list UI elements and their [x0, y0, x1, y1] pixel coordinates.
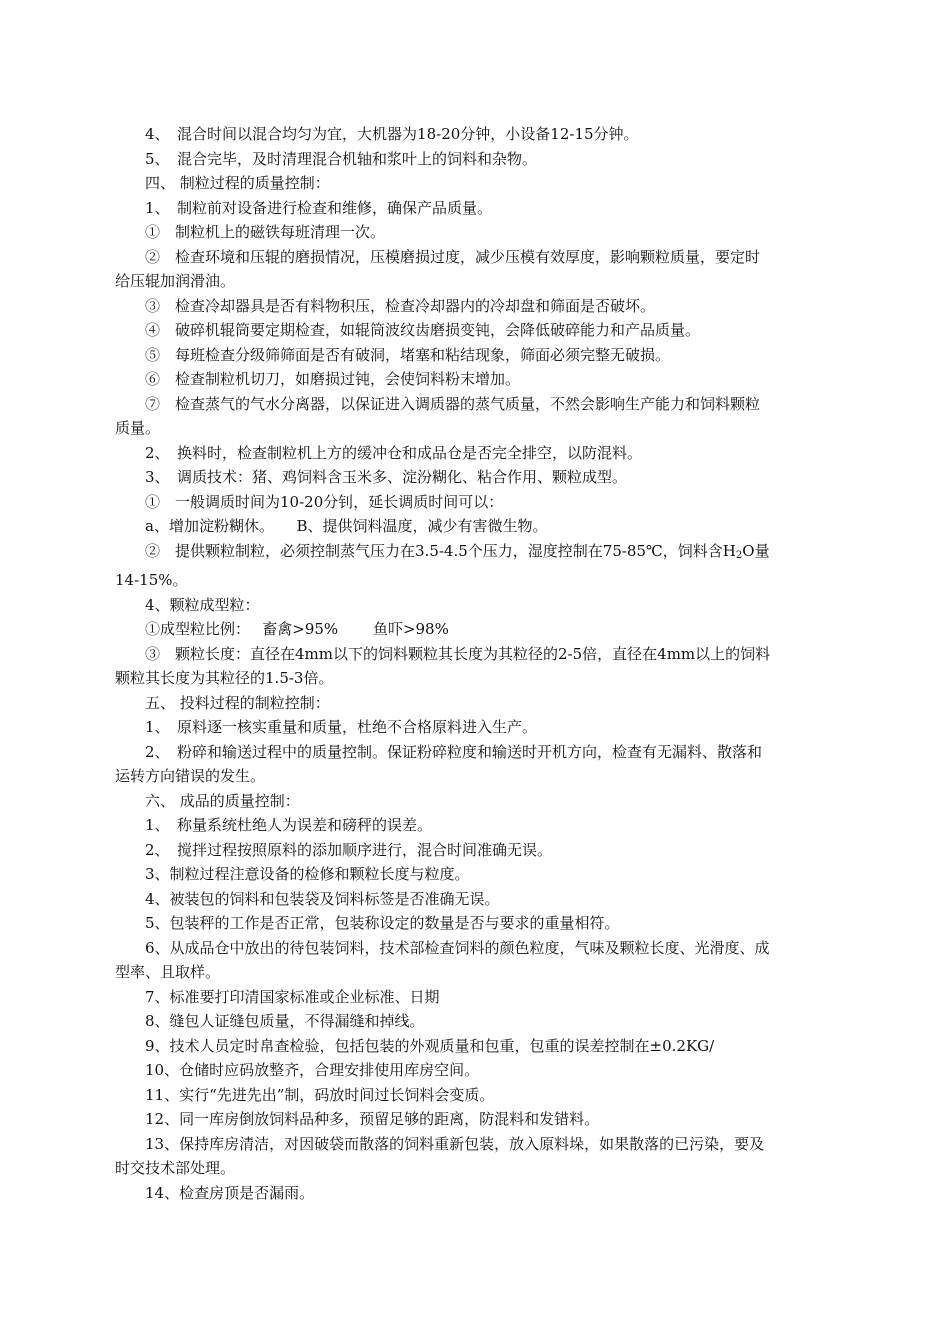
paragraph-l04	[145, 196, 850, 221]
paragraph-continuation: 14-15%。	[115, 571, 188, 589]
paragraph-l03	[145, 171, 850, 196]
paragraph-l36	[115, 1132, 850, 1181]
paragraph-l17	[145, 593, 850, 618]
paragraph-text: ③ 检查冷却器具是否有料物积压，检查冷却器内的冷却盘和筛面是否破坏。	[145, 296, 656, 315]
paragraph-text: 四、 制粒过程的质量控制：	[145, 174, 330, 192]
paragraph-text	[145, 539, 850, 569]
paragraph-text: 12、同一库房倒放饲料品种多，预留足够的距离，防混料和发错料。	[145, 1110, 600, 1128]
paragraph-l30	[145, 985, 850, 1010]
paragraph-l24	[145, 813, 850, 838]
paragraph-text-part: O量	[742, 541, 770, 560]
paragraph-text: 10、仓储时应码放整齐，合理安排使用库房空间。	[145, 1061, 480, 1079]
paragraph-text: ④ 破碎机辊筒要定期检查，如辊筒波纹齿磨损变钝，会降低破碎能力和产品质量。	[145, 321, 701, 339]
paragraph-l21	[145, 715, 850, 740]
paragraph-l12	[145, 441, 850, 466]
paragraph-l29	[115, 936, 850, 985]
paragraph-l32	[145, 1034, 850, 1059]
paragraph-text: 14、检查房顶是否漏雨。	[145, 1183, 315, 1202]
paragraph-continuation: 型率、且取样。	[115, 963, 221, 981]
subscript: 2	[735, 549, 743, 561]
paragraph-l27	[145, 887, 850, 912]
paragraph-text: 1、 原料逐一核实重量和质量，杜绝不合格原料进入生产。	[145, 718, 538, 736]
paragraph-text: ⑦ 检查蒸气的气水分离器，以保证进入调质器的蒸气质量，不然会影响生产能力和饲料颗粒	[145, 394, 761, 413]
paragraph-l19	[115, 642, 850, 691]
paragraph-text: 1、 制粒前对设备进行检查和维修，确保产品质量。	[145, 198, 493, 217]
paragraph-l23	[145, 789, 850, 814]
paragraph-text: a、增加淀粉糊休。 B、提供饲料温度，减少有害微生物。	[145, 517, 548, 535]
paragraph-text: 4、被装包的饲料和包装袋及饲料标签是否准确无误。	[145, 889, 500, 908]
paragraph-text: 9、技术人员定时帛查检验，包括包装的外观质量和包重，包重的误差控制在±0.2KG/	[145, 1036, 715, 1055]
paragraph-text: 六、 成品的质量控制：	[145, 791, 300, 810]
paragraph-l09	[145, 343, 850, 368]
paragraph-text: ⑤ 每班检查分级筛筛面是否有破洞，堵塞和粘结现象，筛面必须完整无破损。	[145, 345, 671, 364]
paragraph-l34	[145, 1083, 850, 1108]
paragraph-l35	[145, 1107, 850, 1132]
paragraph-continuation: 运转方向错误的发生。	[115, 767, 266, 785]
paragraph-text: 4、颗粒成型粒：	[145, 595, 260, 614]
paragraph-text: ⑥ 检查制粒机切刀，如磨损过钝，会使饲料粉末增加。	[145, 370, 521, 388]
paragraph-l25	[145, 838, 850, 863]
paragraph-continuation: 时交技术部处理。	[115, 1159, 236, 1177]
paragraph-l08	[145, 318, 850, 343]
paragraph-l14	[145, 490, 850, 515]
paragraph-l01	[145, 122, 850, 147]
paragraph-text: 1、 称量系统杜绝人为误差和磅秤的误差。	[145, 816, 433, 834]
paragraph-text: 2、 粉碎和输送过程中的质量控制。保证粉碎粒度和输送时开机方向，检查有无漏料、散落和	[145, 742, 763, 761]
paragraph-text: 8、缝包人证缝包质量，不得漏缝和掉线。	[145, 1012, 425, 1030]
paragraph-l33	[145, 1058, 850, 1083]
paragraph-l16	[115, 539, 850, 593]
paragraph-l28	[145, 911, 850, 936]
paragraph-text: 4、 混合时间以混合均匀为宜，大机器为18-20分钟，小设备12-15分钟。	[145, 125, 639, 143]
paragraph-text: 5、 混合完毕，及时清理混合机轴和浆叶上的饲料和杂物。	[145, 149, 538, 168]
paragraph-l13	[145, 465, 850, 490]
paragraph-text: ① 制粒机上的磁铁每班清理一次。	[145, 223, 386, 241]
paragraph-text: ② 检查环境和压辊的磨损情况，压模磨损过度，减少压模有效厚度，影响颗粒质量，要定时	[145, 247, 761, 266]
paragraph-text: 13、保持库房清洁，对因破袋而散落的饲料重新包装，放入原料垛，如果散落的已污染，要及	[145, 1134, 765, 1153]
paragraph-l15	[145, 514, 850, 539]
paragraph-text: ①成型粒比例： 畜禽>95% 鱼吓>98%	[145, 620, 449, 638]
paragraph-text: 7、标准要打印清国家标准或企业标准、日期	[145, 987, 440, 1006]
paragraph-text: 5、包装秤的工作是否正常，包装称设定的数量是否与要求的重量相符。	[145, 914, 620, 932]
paragraph-l18	[145, 617, 850, 642]
paragraph-l37	[145, 1181, 850, 1206]
paragraph-text: 2、 搅拌过程按照原料的添加顺序进行，混合时间准确无误。	[145, 840, 553, 859]
paragraph-text: 2、 换料时，检查制粒机上方的缓冲仓和成品仓是否完全排空，以防混料。	[145, 443, 643, 462]
paragraph-l20	[145, 691, 850, 716]
paragraph-l06	[115, 245, 850, 294]
paragraph-continuation: 颗粒其长度为其粒径的1.5-3倍。	[115, 669, 334, 687]
paragraph-text: 五、 投料过程的制粒控制：	[145, 693, 330, 712]
paragraph-l11	[115, 392, 850, 441]
document-body	[115, 122, 850, 1205]
paragraph-l05	[145, 220, 850, 245]
paragraph-continuation: 给压辊加润滑油。	[115, 272, 236, 290]
paragraph-text: ① 一般调质时间为10-20分钊，延长调质时间可以：	[145, 492, 504, 511]
paragraph-l07	[145, 294, 850, 319]
paragraph-text: 3、制粒过程注意设备的检修和颗粒长度与粒度。	[145, 865, 470, 883]
paragraph-l22	[115, 740, 850, 789]
paragraph-text-part: ② 提供颗粒制粒，必须控制蒸气压力在3.5-4.5个压力，湿度控制在75-85℃，饲料含H	[145, 541, 736, 560]
paragraph-text: 6、从成品仓中放出的待包装饲料，技术部检查饲料的颜色粒度，气味及颗粒长度、光滑度、成	[145, 938, 770, 957]
paragraph-continuation: 质量。	[115, 419, 161, 437]
paragraph-text: 11、实行“先进先出”制，码放时间过长饲料会变质。	[145, 1085, 495, 1104]
paragraph-l10	[145, 367, 850, 392]
paragraph-l31	[145, 1009, 850, 1034]
paragraph-l02	[145, 147, 850, 172]
paragraph-l26	[145, 862, 850, 887]
paragraph-text: 3、 调质技术：猪、鸡饲料含玉米多、淀汾糊化、粘合作用、颗粒成型。	[145, 468, 628, 486]
paragraph-text: ③ 颗粒长度：直径在4mm以下的饲料颗粒其长度为其粒径的2-5倍，直径在4mm以上的饲料	[145, 644, 771, 663]
